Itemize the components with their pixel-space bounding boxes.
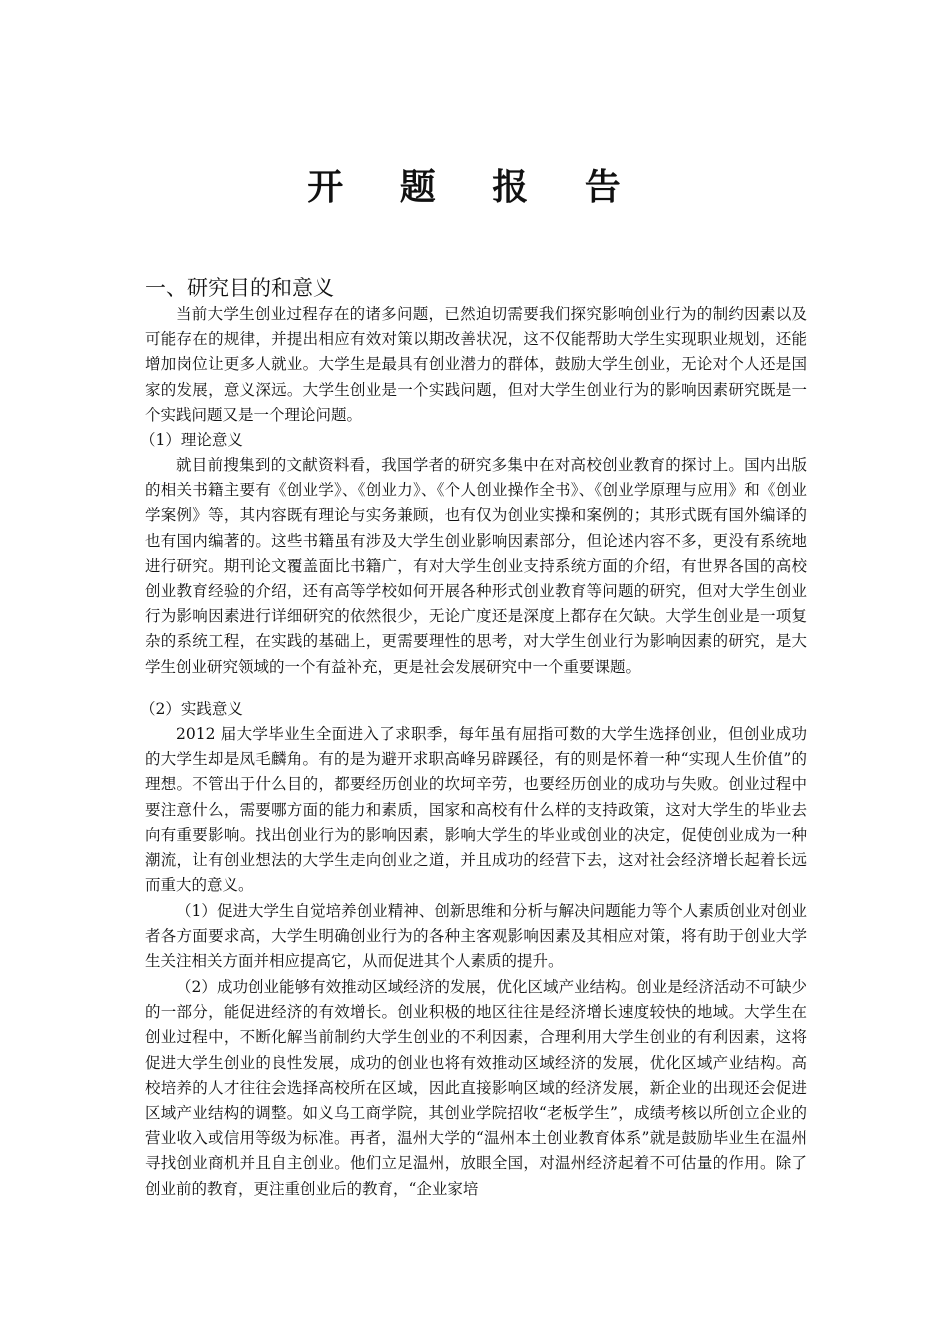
section-heading: 一、研究目的和意义 (145, 276, 334, 300)
paragraph-practice: 2012 届大学毕业生全面进入了求职季，每年虽有屈指可数的大学生选择创业，但创业成功的大学生却是凤毛麟角。有的是为避开求职高峰另辟蹊径，有的则是怀着一种“实现人生价值”的理想。不管出于什么目的，都要经历创业的坎坷辛劳，也要经历创业的成功与失败。创业过程中要注意什么，需要哪方面的能力和素质，国家和高校有什么样的支持政策，这对大学生的毕业去向有重要影响。找出创业行为的影响因素，影响大学生的毕业或创业的决定，促使创业成为一种潮流，让有创业想法的大学生走向创业之道，并且成功的经营下去，这对社会经济增长起着长远而重大的意义。 (145, 725, 807, 895)
subheading-practice: （2）实践意义 (140, 700, 243, 718)
paragraph-theory: 就目前搜集到的文献资料看，我国学者的研究多集中在对高校创业教育的探讨上。国内出版的相关书籍主要有《创业学》、《创业力》、《个人创业操作全书》、《创业学原理与应用》和《创业学案例》等，其内容既有理论与实务兼顾，也有仅为创业实操和案例的；其形式既有国外编译的也有国内编著的。这些书籍虽有涉及大学生创业影响因素部分，但论述内容不多，更没有系统地进行研究。期刊论文覆盖面比书籍广，有对大学生创业支持系统方面的介绍，有世界各国的高校创业教育经验的介绍，还有高等学校如何开展各种形式创业教育等问题的研究，但对大学生创业行为影响因素进行详细研究的依然很少，无论广度还是深度上都存在欠缺。大学生创业是一项复杂的系统工程，在实践的基础上，更需要理性的思考，对大学生创业行为影响因素的研究，是大学生创业研究领域的一个有益补充，更是社会发展研究中一个重要课题。 (145, 456, 807, 676)
paragraph-point-2: （2）成功创业能够有效推动区域经济的发展，优化区域产业结构。创业是经济活动不可缺少的一部分，能促进经济的有效增长。创业积极的地区往往是经济增长速度较快的地域。大学生在创业过程中，不断化解当前制约大学生创业的不利因素，合理利用大学生创业的有利因素，这将促进大学生创业的良性发展，成功的创业也将有效推动区域经济的发展，优化区域产业结构。高校培养的人才往往会选择高校所在区域，因此直接影响区域的经济发展，新企业的出现还会促进区域产业结构的调整。如义乌工商学院，其创业学院招收“老板学生”，成绩考核以所创立企业的营业收入或信用等级为标准。再者，温州大学的“温州本土创业教育体系”就是鼓励毕业生在温州寻找创业商机并且自主创业。他们立足温州，放眼全国，对温州经济起着不可估量的作用。除了创业前的教育，更注重创业后的教育，“企业家培 (145, 978, 807, 1198)
subheading-theory: （1）理论意义 (140, 431, 243, 449)
document-title: 开 题 报 告 (307, 167, 643, 208)
paragraph-point-1: （1）促进大学生自觉培养创业精神、创新思维和分析与解决问题能力等个人素质创业对创业者各方面要求高，大学生明确创业行为的各种主客观影响因素及其相应对策，将有助于创业大学生关注相关方面并相应提高它，从而促进其个人素质的提升。 (145, 902, 807, 971)
paragraph-intro: 当前大学生创业过程存在的诸多问题，已然迫切需要我们探究影响创业行为的制约因素以及可能存在的规律，并提出相应有效对策以期改善状况，这不仅能帮助大学生实现职业规划，还能增加岗位让更多人就业。大学生是最具有创业潜力的群体，鼓励大学生创业，无论对个人还是国家的发展，意义深远。大学生创业是一个实践问题，但对大学生创业行为的影响因素研究既是一个实践问题又是一个理论问题。 (145, 305, 807, 424)
